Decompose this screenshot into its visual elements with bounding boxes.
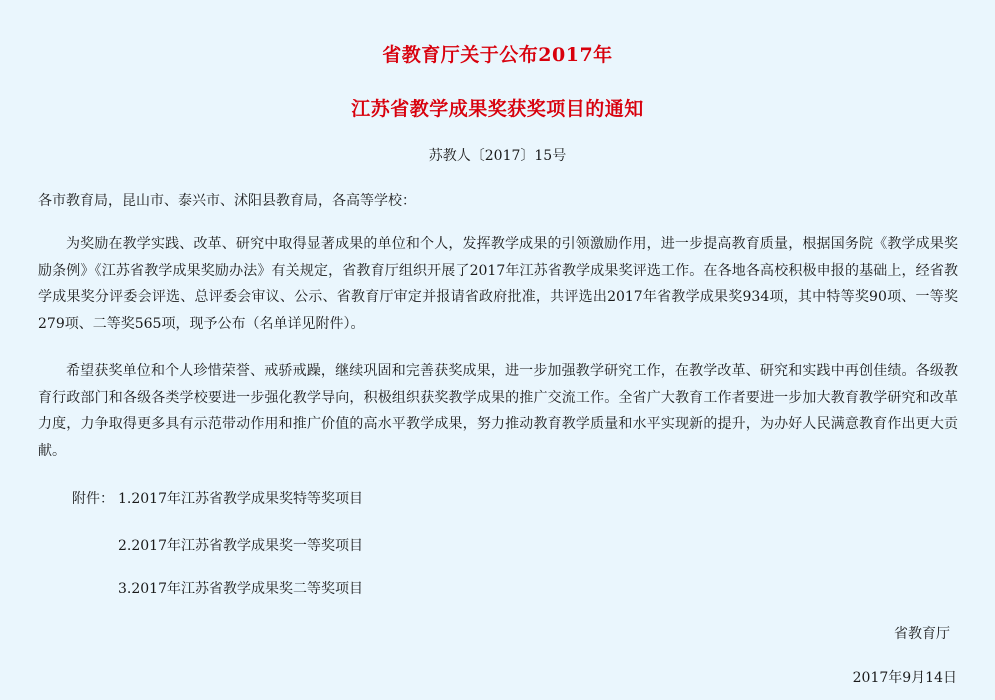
attachment-item: 1.2017年江苏省教学成果奖特等奖项目 xyxy=(118,491,363,507)
signature-organization: 省教育厅 xyxy=(894,626,950,642)
body-paragraph-1: 为奖励在教学实践、改革、研究中取得显著成果的单位和个人，发挥教学成果的引领激励作用，进一步提高教育质量，根据国务院《教学成果奖励条例》《江苏省教学成果奖励办法》有关规定，省教育厅组织开展了2017年江苏省教学成果奖评选工作。在各地各高校积极申报的基础上，经省教学成果奖分评委会评选、总评委会审议、公示、省教育厅审定并报请省政府批准，共评选出2017年省教学成果奖934项，其中特等奖90项、一等奖279项、二等奖565项，现予公布（名单详见附件）。 xyxy=(38,236,958,332)
signature-date: 2017年9月14日 xyxy=(852,670,957,686)
document-number: 苏教人〔2017〕15号 xyxy=(428,148,567,164)
body-paragraph-2: 希望获奖单位和个人珍惜荣誉、戒骄戒躁，继续巩固和完善获奖成果，进一步加强教学研究工作，在教学改革、研究和实践中再创佳绩。各级教育行政部门和各级各类学校要进一步强化教学导向，积极组织获奖教学成果的推广交流工作。全省广大教育工作者要进一步加大教育教学研究和改革力度，力争取得更多具有示范带动作用和推广价值的高水平教学成果，努力推动教育教学质量和水平实现新的提升，为办好人民满意教育作出更大贡献。 xyxy=(38,363,958,459)
document-title-line1: 省教育厅关于公布2017年 xyxy=(382,44,613,66)
attachment-item: 3.2017年江苏省教学成果奖二等奖项目 xyxy=(118,581,363,597)
attachments-label: 附件： xyxy=(72,491,114,507)
document-title-line2: 江苏省教学成果奖获奖项目的通知 xyxy=(351,98,644,120)
attachment-item: 2.2017年江苏省教学成果奖一等奖项目 xyxy=(118,538,363,554)
salutation: 各市教育局，昆山市、泰兴市、沭阳县教育局，各高等学校： xyxy=(38,193,416,209)
